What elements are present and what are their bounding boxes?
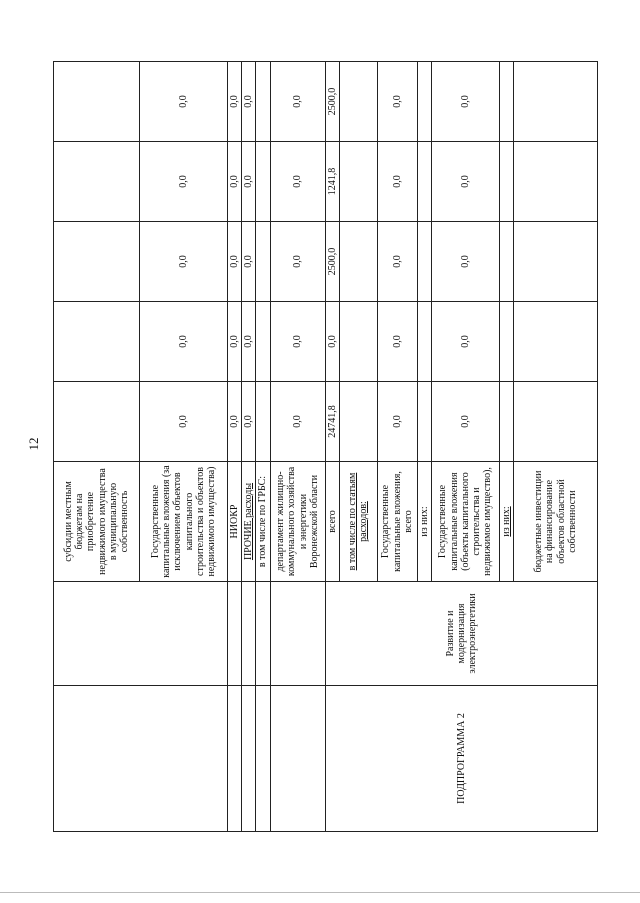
- value-cell: 0,0: [140, 302, 228, 382]
- value-cell: [339, 222, 377, 302]
- value-cell: 0,0: [270, 382, 325, 462]
- value-cell: [256, 142, 270, 222]
- value-cell: [339, 62, 377, 142]
- value-cell: 0,0: [377, 382, 417, 462]
- value-cell: 24741,8: [325, 382, 339, 462]
- row-label-text: ПРОЧИЕ расходы: [243, 482, 255, 561]
- value-cell: [499, 62, 513, 142]
- budget-table: [53, 61, 598, 832]
- value-cell: 0,0: [228, 382, 242, 462]
- value-cell: 0,0: [140, 382, 228, 462]
- value-cell: 0,0: [242, 302, 256, 382]
- value-cell: 0,0: [242, 382, 256, 462]
- row-label: субсидии местным бюджетам на приобретение недвижимого имущества в муниципальную собственность: [54, 462, 140, 582]
- row-label: [339, 462, 377, 582]
- subprogram-name: ПОДПРОГРАММА 2: [325, 686, 598, 832]
- value-cell: [256, 222, 270, 302]
- value-cell: [339, 142, 377, 222]
- value-cell: [54, 142, 140, 222]
- table-row: [242, 62, 256, 832]
- row-label: из них:: [417, 462, 431, 582]
- value-cell: 0,0: [270, 302, 325, 382]
- table-row: [140, 62, 228, 832]
- value-cell: [514, 302, 598, 382]
- page-number: 12: [26, 437, 41, 451]
- value-cell: [417, 62, 431, 142]
- value-cell: 0,0: [140, 62, 228, 142]
- subprogram-cell-empty: [270, 686, 325, 832]
- value-cell: 0,0: [325, 302, 339, 382]
- value-cell: 0,0: [377, 62, 417, 142]
- value-cell: 2500,0: [325, 62, 339, 142]
- value-cell: 0,0: [377, 222, 417, 302]
- row-label: Государственные капитальные вложения (объекты капитального строительства и недвижимое имущество),: [431, 462, 499, 582]
- value-cell: 0,0: [242, 62, 256, 142]
- row-label-text: в том числе по статьям расходов:: [347, 472, 370, 571]
- table-row: [270, 62, 325, 832]
- subprogram-cell-empty: [228, 686, 242, 832]
- value-cell: 0,0: [377, 142, 417, 222]
- row-label: всего: [325, 462, 339, 582]
- value-cell: 0,0: [270, 142, 325, 222]
- value-cell: [499, 382, 513, 462]
- value-cell: [54, 382, 140, 462]
- value-cell: 0,0: [431, 222, 499, 302]
- row-label: [499, 462, 513, 582]
- value-cell: 0,0: [431, 142, 499, 222]
- subprogram-cell-empty: [54, 686, 140, 832]
- value-cell: [514, 142, 598, 222]
- table-row: [228, 62, 242, 832]
- value-cell: 0,0: [242, 142, 256, 222]
- value-cell: [339, 302, 377, 382]
- value-cell: 0,0: [431, 302, 499, 382]
- subprogram-cell-empty: [242, 686, 256, 832]
- title-cell-empty: [228, 582, 242, 686]
- value-cell: [417, 382, 431, 462]
- value-cell: [514, 62, 598, 142]
- subprogram-cell-empty: [140, 686, 228, 832]
- value-cell: [256, 62, 270, 142]
- value-cell: [499, 142, 513, 222]
- value-cell: 0,0: [140, 222, 228, 302]
- value-cell: 0,0: [270, 222, 325, 302]
- value-cell: 0,0: [228, 222, 242, 302]
- table-row: [325, 62, 339, 832]
- value-cell: 0,0: [140, 142, 228, 222]
- value-cell: [417, 142, 431, 222]
- row-label: Государственные капитальные вложения (за исключением объектов капитального строительства и объектов недвижимого имущества): [140, 462, 228, 582]
- value-cell: [256, 302, 270, 382]
- value-cell: 0,0: [377, 302, 417, 382]
- value-cell: [514, 222, 598, 302]
- title-cell-empty: [242, 582, 256, 686]
- rotated-table-container: [53, 62, 578, 832]
- value-cell: 2500,0: [325, 222, 339, 302]
- value-cell: 0,0: [228, 142, 242, 222]
- value-cell: [339, 382, 377, 462]
- value-cell: 0,0: [242, 222, 256, 302]
- row-label-text: из них:: [500, 506, 512, 537]
- value-cell: [54, 222, 140, 302]
- value-cell: [417, 302, 431, 382]
- value-cell: [499, 302, 513, 382]
- value-cell: 0,0: [270, 62, 325, 142]
- row-label: НИОКР: [228, 462, 242, 582]
- row-label: бюджетные инвестиции на финансирование объектов областной собственности: [514, 462, 598, 582]
- row-label: департамент жилищно-коммунального хозяйства и энергетики Воронежской области: [270, 462, 325, 582]
- value-cell: 0,0: [431, 382, 499, 462]
- value-cell: [256, 382, 270, 462]
- value-cell: 0,0: [228, 302, 242, 382]
- value-cell: [54, 302, 140, 382]
- row-label: Государственные капитальные вложения, всего: [377, 462, 417, 582]
- row-label: в том числе по ГРБС:: [256, 462, 270, 582]
- value-cell: 0,0: [228, 62, 242, 142]
- value-cell: [514, 382, 598, 462]
- value-cell: 0,0: [431, 62, 499, 142]
- page-edge-line: [0, 892, 640, 893]
- subprogram-title: Развитие и модернизация электроэнергетики: [325, 582, 598, 686]
- table-row: [54, 62, 140, 832]
- value-cell: [54, 62, 140, 142]
- value-cell: 1241,8: [325, 142, 339, 222]
- title-cell-empty: [270, 582, 325, 686]
- title-cell-empty: [54, 582, 140, 686]
- row-label: [242, 462, 256, 582]
- subprogram-cell-empty: [256, 686, 270, 832]
- value-cell: [499, 222, 513, 302]
- table-row: [256, 62, 270, 832]
- value-cell: [417, 222, 431, 302]
- title-cell-empty: [140, 582, 228, 686]
- title-cell-empty: [256, 582, 270, 686]
